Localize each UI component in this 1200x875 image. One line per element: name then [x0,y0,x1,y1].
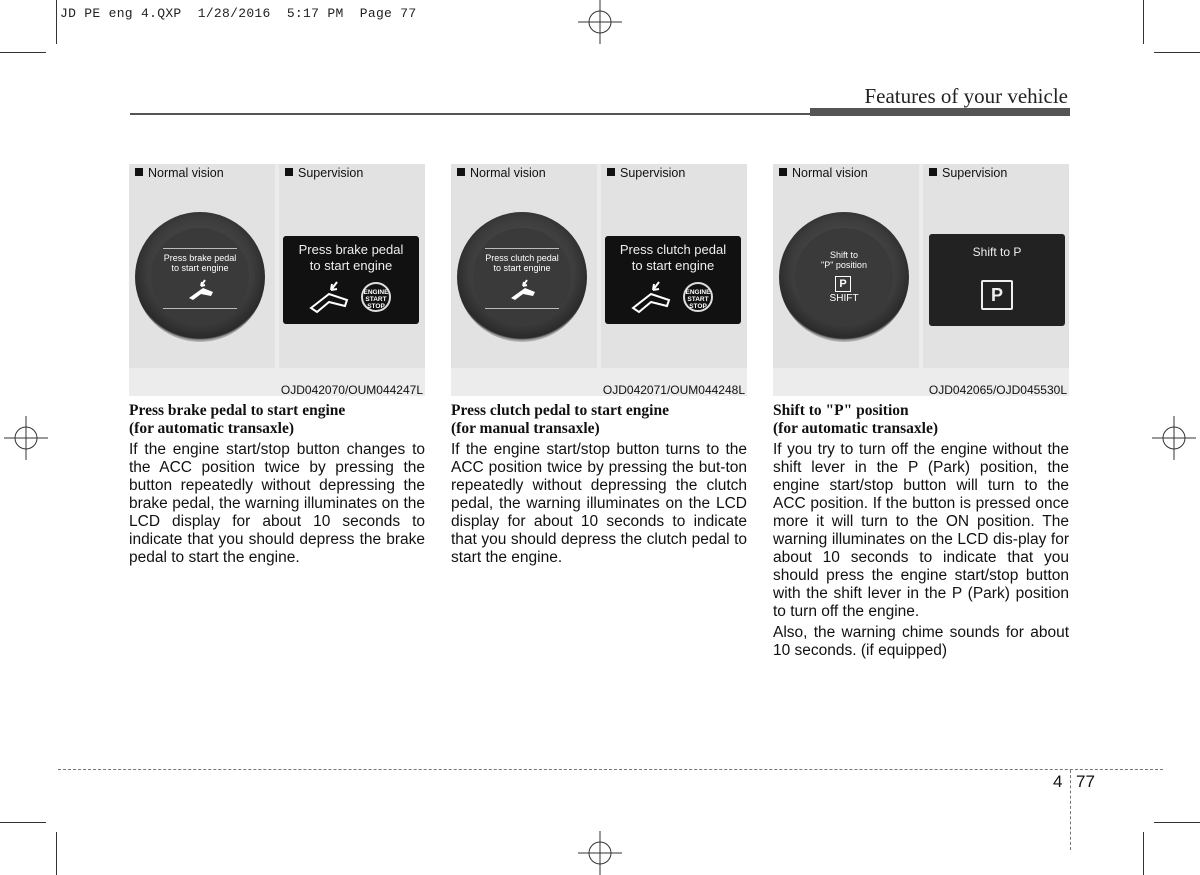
lcd-message: Press brake pedal to start engine [298,242,404,273]
figure-code: OJD042071/OUM044248L [602,383,745,397]
heading-subline: (for manual transaxle) [451,420,600,437]
heading-subline: (for automatic transaxle) [773,420,939,437]
section-heading [773,402,1069,438]
header-rule [130,113,810,115]
engine-start-stop-icon: ENGINE START STOP [683,282,713,312]
cluster-gauge [779,212,909,342]
paragraph: If the engine start/stop button turns to the ACC position twice by pressing the but-ton repeatedly without depressing the clutch pedal, the warning illuminates on the LCD display for about 10 seconds to indicate that you should depress the clutch pedal to start the engine. [451,441,747,566]
section-body [451,441,747,567]
section-body [773,441,1069,660]
foot-pedal-icon [185,278,217,304]
foot-pedal-icon [507,278,539,304]
heading-line: Shift to "P" position [773,402,909,419]
registration-mark-icon [578,831,622,875]
heading-subline: (for automatic transaxle) [129,420,295,437]
registration-mark-icon [1152,416,1196,460]
crop-mark [1143,832,1144,875]
section-brake-pedal [129,164,425,570]
heading-line: Press brake pedal to start engine [129,402,346,419]
page-header-title: Features of your vehicle [864,84,1068,108]
lcd-message: Shift to P [972,245,1022,259]
crop-mark [0,822,46,823]
figure-code: OJD042070/OUM044247L [280,383,423,397]
gauge-message: Press brake pedal to start engine [163,253,237,273]
crop-mark [1143,0,1144,44]
print-slug: JD PE eng 4.QXP 1/28/2016 5:17 PM Page 77 [60,6,417,21]
registration-mark-icon [578,0,622,44]
chapter-number: 4 [1053,772,1063,791]
foot-pedal-icon [629,280,675,316]
panel-normal-vision [129,164,275,368]
panel-label: Normal vision [792,166,868,180]
section-heading [451,402,747,438]
page-number: 77 [1076,772,1095,791]
section-clutch-pedal [451,164,747,570]
cluster-gauge [457,212,587,342]
section-body [129,441,425,567]
panel-label: Supervision [942,166,1008,180]
park-icon: P [835,276,851,292]
panel-normal-vision [451,164,597,368]
lcd-display [605,236,741,324]
figure [451,164,747,396]
panel-normal-vision [773,164,919,368]
lcd-display [283,236,419,324]
foot-pedal-icon [307,280,353,316]
paragraph: If you try to turn off the engine without the shift lever in the P (Park) position, the engine start/stop button will turn to the ACC position. If the button is pressed once more it will turn to the ON position. The warning illuminates on the LCD dis-play for about 10 seconds to indicate that you should press the engine start/stop button with the shift lever in the P (Park) position to turn off the engine. [773,441,1069,620]
section-shift-to-p [773,164,1069,663]
crop-mark [0,52,46,53]
crop-mark [1154,52,1200,53]
panel-label: Supervision [620,166,686,180]
lcd-message: Press clutch pedal to start engine [619,242,727,273]
section-heading [129,402,425,438]
heading-line: Press clutch pedal to start engine [451,402,669,419]
figure-code: OJD042065/OJD045530L [928,383,1067,397]
crop-mark [56,832,57,875]
park-icon: P [981,280,1013,310]
panel-label: Normal vision [148,166,224,180]
footer-rule [58,769,1163,770]
gauge-message: Press clutch pedal to start engine [485,253,559,273]
crop-mark [56,0,57,44]
paragraph: Also, the warning chime sounds for about 10 seconds. (if equipped) [773,624,1069,659]
figure [773,164,1069,396]
figure [129,164,425,396]
gauge-message: Shift to "P" position [821,250,867,270]
panel-label: Normal vision [470,166,546,180]
panel-label: Supervision [298,166,364,180]
gauge-shift-label: SHIFT [829,293,859,304]
registration-mark-icon [4,416,48,460]
paragraph: If the engine start/stop button changes to the ACC position twice by pressing the button repeatedly without depressing the brake pedal, the warning illuminates on the LCD display for about 10 seconds to indicate that you should depress the brake pedal to start the engine. [129,441,425,566]
crop-mark [1154,822,1200,823]
cluster-gauge [135,212,265,342]
header-rule-bar [810,108,1070,116]
page-number-divider [1070,770,1071,850]
lcd-display [929,234,1065,326]
engine-start-stop-icon: ENGINE START STOP [361,282,391,312]
